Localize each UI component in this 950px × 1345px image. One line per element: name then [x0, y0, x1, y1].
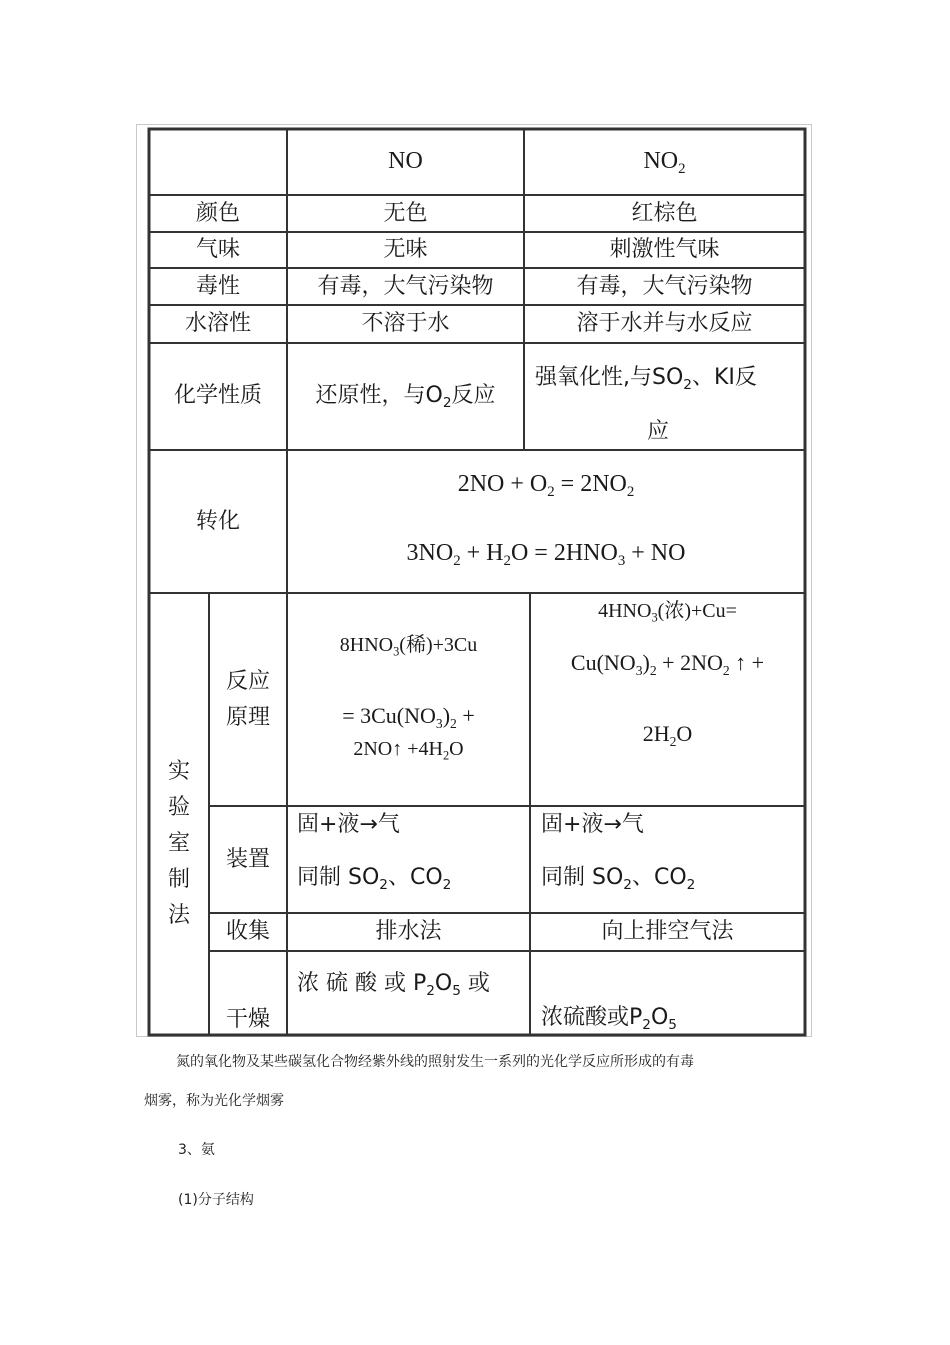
row-label-lab-5: 法: [167, 903, 190, 928]
subsection-heading: (1)分子结构: [178, 1192, 254, 1208]
no-principle-line2: = $3Cu(NO_3)_2$ +: [342, 703, 475, 731]
no-color: 无色: [383, 201, 428, 226]
no2-principle-line3: $2H_2O$: [642, 721, 693, 749]
paragraph-line1: 氮的氧化物及某些碳氢化合物经紫外线的照射发生一系列的光化学反应所形成的有毒: [176, 1054, 694, 1070]
no-odor: 无味: [383, 237, 428, 262]
no-solubility: 不溶于水: [361, 311, 450, 336]
header-no: NO: [388, 148, 423, 174]
no2-toxicity: 有毒，大气污染物: [576, 274, 753, 299]
no-collect: 排水法: [375, 919, 442, 944]
row-label-color: 颜色: [195, 201, 240, 226]
comparison-table: [136, 124, 812, 1037]
paragraph-line2: 烟雾，称为光化学烟雾: [144, 1093, 284, 1109]
row-label-lab-2: 验: [167, 795, 190, 820]
sub-label-collect: 收集: [225, 919, 270, 944]
row-label-chem: 化学性质: [173, 383, 262, 408]
no-principle-line3: 2NO↑ $+4H_2O$: [353, 738, 464, 763]
convert-eq1: $2NO + O_2 = 2NO_2$: [457, 471, 635, 501]
sub-label-principle-2: 原理: [225, 705, 270, 730]
convert-eq2: $3NO_2 + H_2O = 2HNO_3$ + NO: [406, 540, 686, 570]
section-heading: 3、氨: [178, 1142, 215, 1158]
no2-dry: 浓硫酸或$P_2O_5$: [541, 1005, 677, 1033]
row-label-lab-1: 实: [167, 759, 190, 784]
no2-color: 红棕色: [631, 201, 698, 226]
no-apparatus-line2: 同制 $SO_2$、$CO_2$: [297, 865, 452, 893]
row-label-convert: 转化: [195, 509, 240, 534]
row-label-solubility: 水溶性: [184, 311, 251, 336]
no-chem: 还原性，与$O_2$反应: [315, 383, 496, 411]
row-label-odor: 气味: [195, 237, 240, 262]
no-apparatus-line1: 固+液→气: [297, 812, 400, 837]
no2-solubility: 溶于水并与水反应: [576, 311, 753, 336]
row-label-toxicity: 毒性: [195, 274, 240, 299]
no2-chem-line1: 强氧化性,与$SO_2$、KI反: [535, 365, 757, 393]
row-label-lab-4: 制: [167, 867, 190, 892]
sub-label-principle-1: 反应: [225, 669, 270, 694]
no2-collect: 向上排空气法: [601, 919, 734, 944]
no2-apparatus-line2: 同制 $SO_2$、$CO_2$: [541, 865, 696, 893]
no2-apparatus-line1: 固+液→气: [541, 812, 644, 837]
no2-principle-line2: $Cu(NO_3)_2 + 2NO_2$ ↑ +: [570, 650, 765, 678]
no2-chem-line2: 应: [647, 419, 670, 444]
header-no2: $NO_2$: [643, 148, 686, 178]
no-principle-line1: $8HNO_3$(稀)+3Cu: [339, 634, 478, 659]
no2-odor: 刺激性气味: [609, 237, 720, 262]
sub-label-dry: 干燥: [225, 1007, 270, 1032]
no2-principle-line1: $4HNO_3$(浓)+Cu=: [598, 600, 737, 625]
sub-label-apparatus: 装置: [225, 847, 270, 872]
row-label-lab-3: 室: [167, 831, 190, 856]
no-dry: 浓 硫 酸 或 $P_2O_5$ 或: [297, 971, 490, 999]
no-toxicity: 有毒，大气污染物: [317, 274, 494, 299]
